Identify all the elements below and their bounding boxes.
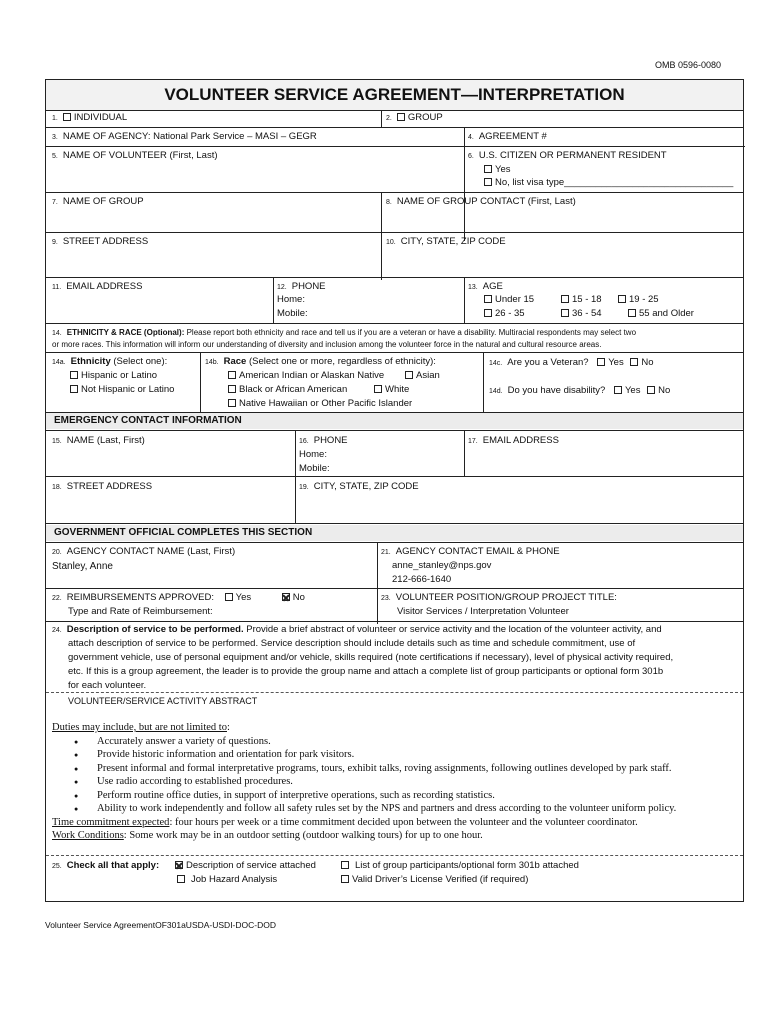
check-group-participants[interactable]: List of group participants/optional form 301b attached <box>341 859 579 872</box>
field-4-agreement[interactable]: 4. AGREEMENT # <box>468 131 547 142</box>
disability-no[interactable]: No <box>647 385 670 396</box>
field-8-group-contact[interactable]: 8. NAME OF GROUP CONTACT (First, Last) <box>386 196 576 207</box>
checkbox-age-under-15[interactable] <box>484 295 492 303</box>
omb-number: OMB 0596-0080 <box>655 60 722 70</box>
government-section-heading: GOVERNMENT OFFICIAL COMPLETES THIS SECTION <box>46 525 743 541</box>
field-5-volunteer-name[interactable]: 5. NAME OF VOLUNTEER (First, Last) <box>52 150 218 161</box>
checkbox-disability-yes[interactable] <box>614 386 622 394</box>
checkbox-age-15-18[interactable] <box>561 295 569 303</box>
field-14d-disability: 14d. Do you have disability? Yes No <box>489 385 671 396</box>
emergency-phone-mobile: Mobile: <box>299 463 330 474</box>
field-20-agency-contact: 20. AGENCY CONTACT NAME (Last, First) <box>52 546 236 557</box>
checkbox-asian[interactable] <box>405 371 413 379</box>
checkbox-hispanic[interactable] <box>70 371 78 379</box>
description-line-4: etc. If this is a group agreement, the leader is to provide the group name and attach a complete list of group participants or optional form 301b <box>68 666 664 677</box>
reimbursement-type[interactable]: Type and Rate of Reimbursement: <box>68 606 213 617</box>
duty-item: ● Use radio according to established procedures. <box>52 775 742 789</box>
field-14a-ethnicity: 14a. Ethnicity (Select one): <box>52 356 168 367</box>
checkbox-job-hazard[interactable] <box>177 875 185 883</box>
duty-item: ● Present informal and formal interpretative programs, tours, exhibit talks, roving assignments, following outlines developed by park staff. <box>52 762 742 776</box>
description-line-3: government vehicle, use of personal equipment and/or vehicle, skills required (note certifications if necessary), level of physical activity required, <box>68 652 674 663</box>
checkbox-group[interactable] <box>397 113 405 121</box>
field-23-position: 23. VOLUNTEER POSITION/GROUP PROJECT TITLE: <box>381 592 617 603</box>
check-drivers-license[interactable]: Valid Driver’s License Verified (if required) <box>341 873 528 886</box>
checkbox-age-36-54[interactable] <box>561 309 569 317</box>
time-commitment: Time commitment expected: four hours per week or a time commitment decided upon between the volunteer and the volunteer coordinator. <box>52 816 638 828</box>
emergency-phone-home: Home: <box>299 449 327 460</box>
veteran-no[interactable]: No <box>630 357 653 368</box>
veteran-yes[interactable]: Yes <box>597 357 624 368</box>
duty-item: ● Ability to work independently and follow all safety rules set by the NPS and partners and dress according to the volunteer uniform policy. <box>52 802 742 816</box>
age-26-35[interactable]: 26 - 35 <box>484 307 525 320</box>
field-24-description: 24. Description of service to be performed. Provide a brief abstract of volunteer or service activity and the location of the volunteer activity, and <box>52 624 662 635</box>
position-title-value[interactable]: Visitor Services / Interpretation Volunteer <box>397 606 569 617</box>
ethnicity-hispanic[interactable]: Hispanic or Latino <box>70 369 157 382</box>
field-14c-veteran: 14c. Are you a Veteran? Yes No <box>489 357 654 368</box>
checkbox-disability-no[interactable] <box>647 386 655 394</box>
agency-phone[interactable]: 212-666-1640 <box>392 574 452 585</box>
checkbox-not-hispanic[interactable] <box>70 385 78 393</box>
field-6-citizen: 6. U.S. CITIZEN OR PERMANENT RESIDENT <box>468 150 667 161</box>
field-19-city[interactable]: 19. CITY, STATE, ZIP CODE <box>299 481 419 492</box>
emergency-section-heading: EMERGENCY CONTACT INFORMATION <box>46 413 743 429</box>
ethnicity-note: or more races. This information will inform our understanding of diversity and inclusion among the volunteer force in the natural and cultural resource areas. <box>52 340 602 349</box>
description-line-2: attach description of service to be performed. Service description should include details such as time and schedule commitment, use of <box>68 638 636 649</box>
field-14-ethnicity-race: 14. ETHNICITY & RACE (Optional): Please report both ethnicity and race and tell us if you are a veteran or have a disability. Multiracial respondents may select two <box>52 328 637 337</box>
field-11-email[interactable]: 11. EMAIL ADDRESS <box>52 281 143 292</box>
footer-form-id: Volunteer Service AgreementOF301aUSDA-USDI-DOC-DOD <box>45 920 276 930</box>
form-title: VOLUNTEER SERVICE AGREEMENT—INTERPRETATION <box>46 80 743 111</box>
race-black[interactable]: Black or African American <box>228 383 347 396</box>
field-9-street[interactable]: 9. STREET ADDRESS <box>52 236 149 247</box>
field-7-group-name[interactable]: 7. NAME OF GROUP <box>52 196 144 207</box>
race-american-indian[interactable]: American Indian or Alaskan Native <box>228 369 384 382</box>
duty-item: ● Provide historic information and orientation for park visitors. <box>52 748 742 762</box>
age-15-18[interactable]: 15 - 18 <box>561 293 602 306</box>
volunteer-form <box>45 79 744 902</box>
checkbox-individual[interactable] <box>63 113 71 121</box>
checkbox-american-indian[interactable] <box>228 371 236 379</box>
field-13-age: 13. AGE <box>468 281 503 292</box>
duty-item: ● Perform routine office duties, in support of interpretive operations, such as recording statistics. <box>52 789 742 803</box>
field-17-email[interactable]: 17. EMAIL ADDRESS <box>468 435 559 446</box>
field-16-phone[interactable]: 16. PHONE <box>299 435 348 446</box>
checkbox-reimburse-yes[interactable] <box>225 593 233 601</box>
field-12-phone[interactable]: 12. PHONE <box>277 281 326 292</box>
checkbox-age-55-older[interactable] <box>628 309 636 317</box>
age-55-older[interactable]: 55 and Older <box>628 307 694 320</box>
checkbox-age-26-35[interactable] <box>484 309 492 317</box>
field-22-reimbursements: 22. REIMBURSEMENTS APPROVED: Yes No <box>52 592 305 603</box>
checkbox-description-checked[interactable] <box>175 861 183 869</box>
ethnicity-not-hispanic[interactable]: Not Hispanic or Latino <box>70 383 174 396</box>
duties-heading: Duties may include, but are not limited to: <box>52 722 230 733</box>
field-14b-race: 14b. Race (Select one or more, regardless of ethnicity): <box>205 356 436 367</box>
citizen-yes[interactable]: Yes <box>484 163 511 176</box>
age-under-15[interactable]: Under 15 <box>484 293 534 306</box>
checkbox-reimburse-no-checked[interactable] <box>282 593 290 601</box>
work-conditions: Work Conditions: Some work may be in an outdoor setting (outdoor walking tours) for up to one hour. <box>52 830 483 841</box>
disability-yes[interactable]: Yes <box>614 385 641 396</box>
duties-list <box>52 735 742 816</box>
checkbox-age-19-25[interactable] <box>618 295 626 303</box>
age-36-54[interactable]: 36 - 54 <box>561 307 602 320</box>
field-2-group[interactable]: 2. GROUP <box>386 112 443 123</box>
check-description-attached[interactable]: Description of service attached <box>175 859 316 872</box>
phone-home: Home: <box>277 294 305 305</box>
agency-email[interactable]: anne_stanley@nps.gov <box>392 560 492 571</box>
field-18-street[interactable]: 18. STREET ADDRESS <box>52 481 153 492</box>
reimburse-yes[interactable]: Yes <box>225 592 252 603</box>
abstract-label: VOLUNTEER/SERVICE ACTIVITY ABSTRACT <box>68 696 258 706</box>
field-15-name[interactable]: 15. NAME (Last, First) <box>52 435 145 446</box>
checkbox-veteran-no[interactable] <box>630 358 638 366</box>
reimburse-no[interactable]: No <box>282 592 305 603</box>
field-1-individual[interactable]: 1. INDIVIDUAL <box>52 112 128 123</box>
description-line-5: for each volunteer. <box>68 680 147 691</box>
field-3-agency: 3. NAME OF AGENCY: National Park Service – MASI – GEGR <box>52 131 317 142</box>
duty-item: ● Accurately answer a variety of questions. <box>52 735 742 749</box>
field-25-checklist: 25. Check all that apply: <box>52 860 160 871</box>
checkbox-drivers-license[interactable] <box>341 875 349 883</box>
checkbox-white[interactable] <box>374 385 382 393</box>
checkbox-veteran-yes[interactable] <box>597 358 605 366</box>
race-native-hawaiian[interactable]: Native Hawaiian or Other Pacific Islander <box>228 397 412 410</box>
check-job-hazard[interactable]: Job Hazard Analysis <box>177 873 277 886</box>
race-white[interactable]: White <box>374 383 409 396</box>
activity-abstract[interactable] <box>52 721 742 843</box>
race-asian[interactable]: Asian <box>405 369 440 382</box>
field-10-city[interactable]: 10. CITY, STATE, ZIP CODE <box>386 236 506 247</box>
age-19-25[interactable]: 19 - 25 <box>618 293 659 306</box>
checkbox-native-hawaiian[interactable] <box>228 399 236 407</box>
checkbox-citizen-no[interactable] <box>484 178 492 186</box>
field-21-agency-email-phone: 21. AGENCY CONTACT EMAIL & PHONE <box>381 546 560 557</box>
citizen-no[interactable]: No, list visa type________________________________ <box>484 176 733 189</box>
checkbox-citizen-yes[interactable] <box>484 165 492 173</box>
checkbox-group-participants[interactable] <box>341 861 349 869</box>
agency-contact-value[interactable]: Stanley, Anne <box>52 561 113 572</box>
checkbox-black[interactable] <box>228 385 236 393</box>
phone-mobile: Mobile: <box>277 308 308 319</box>
